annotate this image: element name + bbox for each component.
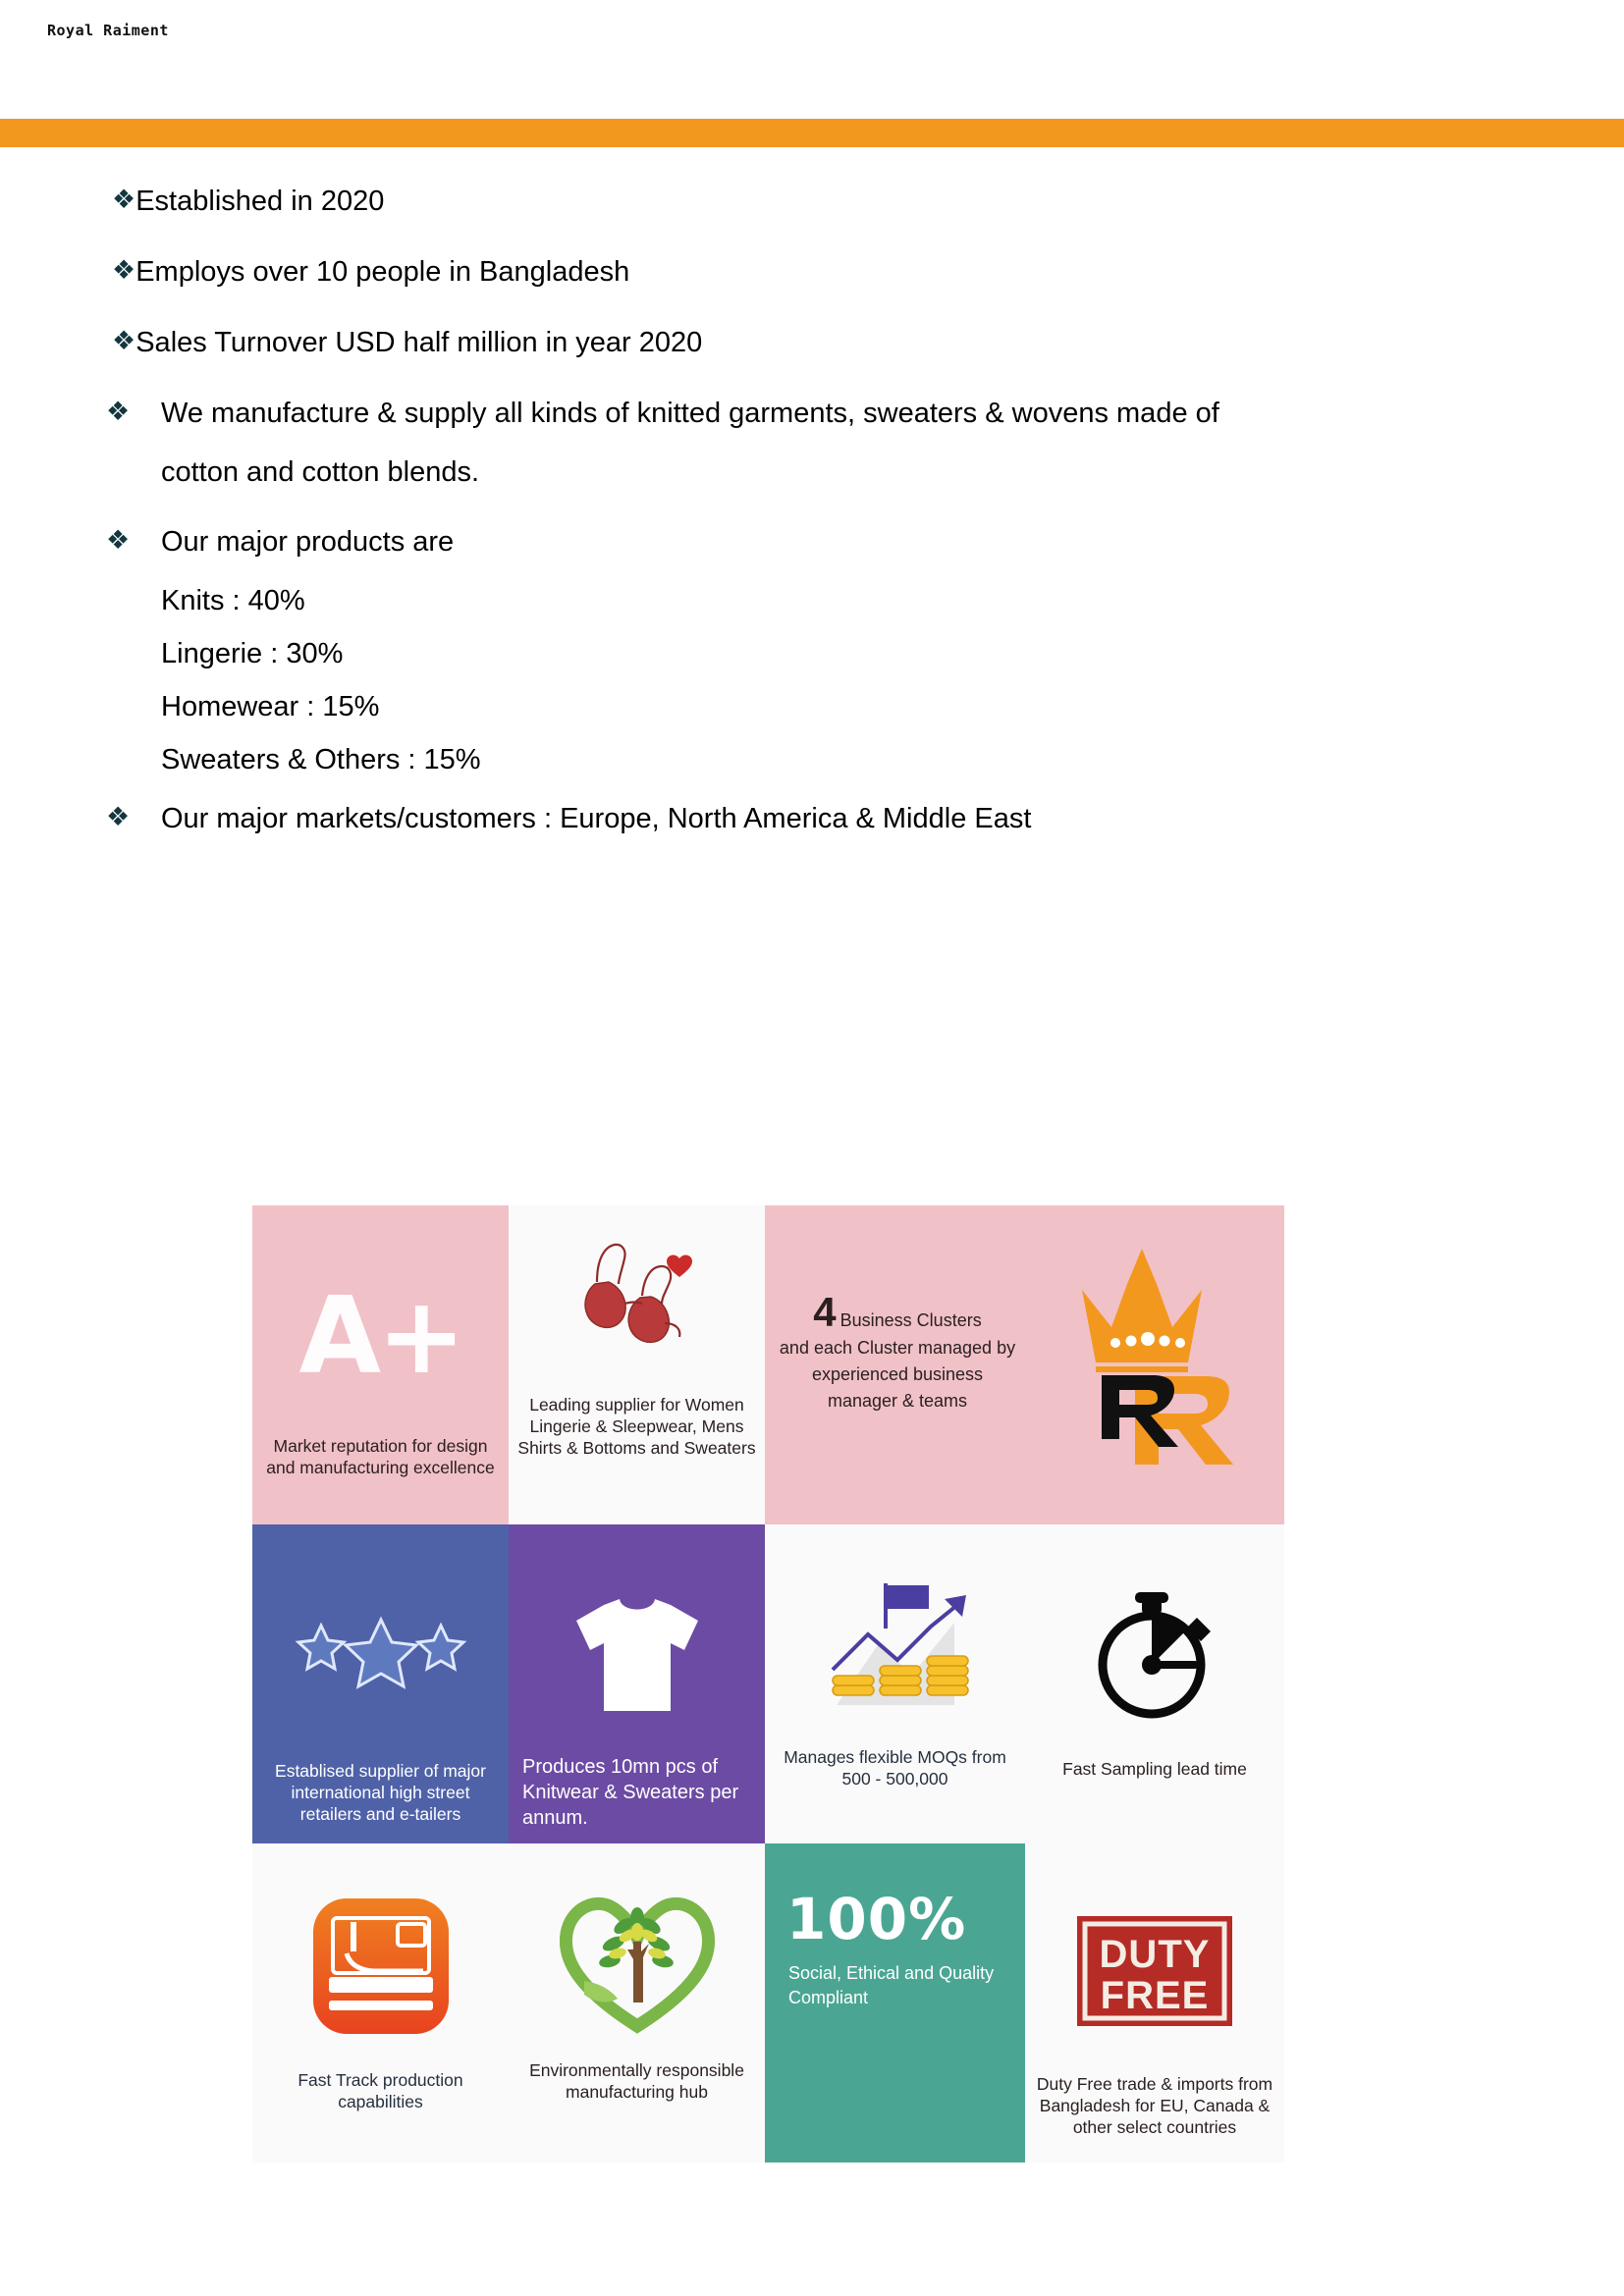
- capabilities-infographic: [252, 1205, 1284, 2163]
- bullet-established: [0, 187, 1624, 218]
- infographic-cell-production-volume: [509, 1524, 765, 1843]
- cell-caption: Environmentally responsible manufacturing hub: [529, 2060, 744, 2103]
- bullet-employees: [0, 254, 1624, 289]
- header-accent-rule: [0, 119, 1624, 147]
- cell-caption: Establised supplier of major international high street retailers and e-tailers: [275, 1761, 486, 1825]
- infographic-cell-established-supplier: [252, 1524, 509, 1843]
- product-lingerie: Lingerie : 30%: [161, 638, 344, 670]
- spacer: [0, 776, 1624, 804]
- stars-icon: [252, 1524, 509, 1760]
- bullet-continuation-line: cotton and cotton blends.: [161, 455, 480, 488]
- product-knits: Knits : 40%: [161, 585, 305, 617]
- document-body: [0, 147, 1624, 835]
- royal-raiment-crown-logo-icon: [1041, 1233, 1267, 1478]
- infographic-cell-environmentally-responsible: [509, 1843, 765, 2163]
- cluster-count: 4: [813, 1289, 837, 1335]
- stopwatch-icon: [1025, 1524, 1284, 1758]
- cell-caption: Manages flexible MOQs from 500 - 500,000: [784, 1747, 1006, 1789]
- lingerie-icon: [509, 1205, 765, 1394]
- infographic-cell-business-clusters: [765, 1205, 1284, 1524]
- diamond-bullet-icon: ❖: [106, 525, 131, 556]
- cell-caption: Duty Free trade & imports from Bangladesh for EU, Canada & other select countries: [1036, 2074, 1273, 2138]
- bullet-text: Employs over 10 people in Bangladesh: [135, 255, 630, 288]
- bullet-text: We manufacture & supply all kinds of knitted garments, sweaters & wovens made of: [161, 397, 1219, 429]
- bullet-text: Sales Turnover USD half million in year 2020: [135, 326, 703, 358]
- bullet-text: Our major markets/customers : Europe, North America & Middle East: [161, 802, 1032, 834]
- growth-chart-coins-icon: [765, 1524, 1025, 1746]
- cell-caption: and each Cluster managed by experienced business manager & teams: [779, 1338, 1016, 1411]
- cell-caption: Leading supplier for Women Lingerie & Sleepwear, Mens Shirts & Bottoms and Sweaters: [517, 1395, 756, 1459]
- product-sweaters-others: Sweaters & Others : 15%: [161, 744, 481, 776]
- diamond-bullet-icon: ❖: [106, 396, 131, 426]
- cluster-text-block: [775, 1289, 1020, 1415]
- document-title: Royal Raiment: [47, 22, 169, 39]
- duty-free-stamp-icon: [1025, 1843, 1284, 2073]
- infographic-cell-flexible-moq: [765, 1524, 1025, 1843]
- a-plus-grade-icon: A+: [298, 1275, 462, 1398]
- svg-text:FREE: FREE: [1100, 1974, 1210, 2017]
- spacer: [0, 430, 1624, 457]
- spacer: [0, 147, 1624, 187]
- diamond-bullet-icon: ❖: [112, 185, 136, 214]
- spacer: [0, 218, 1624, 257]
- cell-caption: Fast Track production capabilities: [298, 2070, 463, 2112]
- bullet-major-products: [0, 527, 1624, 559]
- diamond-bullet-icon: ❖: [106, 801, 131, 831]
- infographic-cell-compliance: [765, 1843, 1025, 2163]
- infographic-cell-fast-sampling: [1025, 1524, 1284, 1843]
- cell-caption: Fast Sampling lead time: [1062, 1759, 1247, 1779]
- diamond-bullet-icon: ❖: [112, 254, 136, 285]
- hundred-percent-icon: 100%: [786, 1886, 967, 1952]
- spacer: [0, 723, 1624, 745]
- svg-text:DUTY: DUTY: [1099, 1933, 1211, 1976]
- cell-caption: Market reputation for design and manufacturing excellence: [266, 1436, 495, 1478]
- bullet-text: Established in 2020: [135, 186, 385, 217]
- document-header: [0, 0, 1624, 119]
- eco-heart-tree-icon: [509, 1843, 765, 2059]
- spacer: [0, 359, 1624, 399]
- infographic-cell-leading-supplier: [509, 1205, 765, 1524]
- cell-caption: Produces 10mn pcs of Knitwear & Sweaters per annum.: [522, 1756, 739, 1829]
- sewing-machine-icon: [252, 1843, 509, 2069]
- spacer: [0, 617, 1624, 639]
- spacer: [0, 670, 1624, 692]
- tshirt-icon: [509, 1524, 765, 1754]
- infographic-cell-duty-free: [1025, 1843, 1284, 2163]
- spacer: [0, 488, 1624, 527]
- spacer: [0, 289, 1624, 328]
- spacer: [0, 559, 1624, 586]
- product-homewear: Homewear : 15%: [161, 691, 380, 723]
- cluster-headline: [775, 1289, 1020, 1335]
- bullet-turnover: [0, 325, 1624, 359]
- diamond-bullet-icon: ❖: [112, 325, 136, 355]
- cluster-headline-label: Business Clusters: [839, 1310, 982, 1330]
- infographic-cell-market-reputation: [252, 1205, 509, 1524]
- bullet-major-markets: [0, 801, 1624, 835]
- bullet-text: Our major products are: [161, 526, 455, 559]
- bullet-manufacture-supply: [0, 396, 1624, 430]
- cell-caption: Social, Ethical and Quality Compliant: [788, 1963, 995, 2008]
- infographic-cell-fast-track-production: [252, 1843, 509, 2163]
